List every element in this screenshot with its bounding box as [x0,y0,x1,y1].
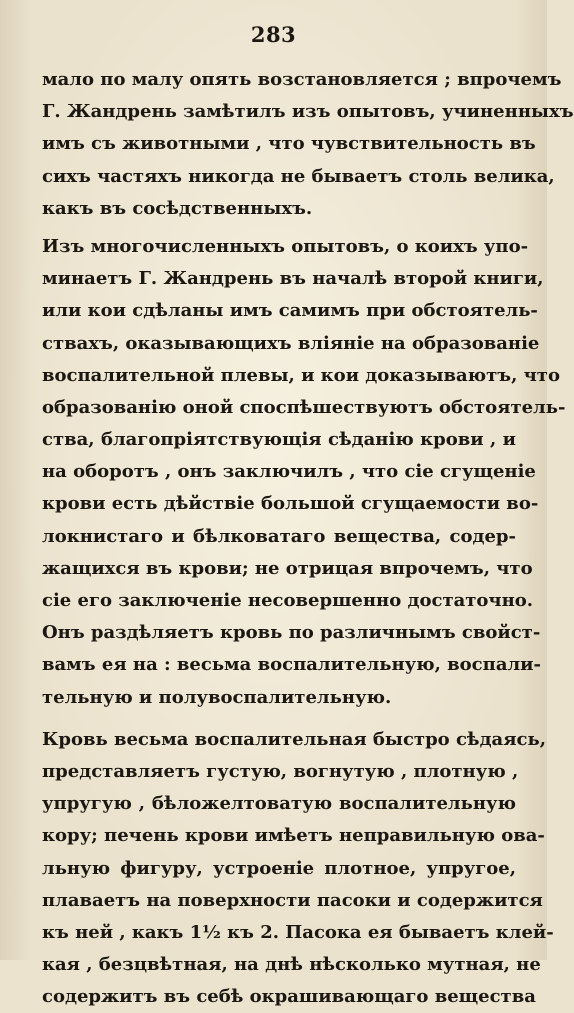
text-line: Г. Жандрень замѣтилъ изъ опытовъ, учиненныхъ [42,101,574,123]
text-line: или кои сдѣланы имъ самимъ при обстоятель- [42,300,538,322]
text-line: Онъ раздѣляетъ кровь по различнымъ свойст- [42,622,541,644]
page-number: 283 [250,22,297,47]
text-line: жащихся въ крови; не отрицая впрочемъ, что [42,557,533,579]
text-line: льную фигуру, устроеніе плотное, упругое, [42,857,516,879]
text-line: ствахъ, оказывающихъ вліяніе на образованіе [42,332,540,354]
text-line: упругую , бѣложелтоватую воспалительную [42,793,516,815]
text-line: кору; печень крови имѣетъ неправильную ова- [42,825,545,847]
text-line: ства, благопріятствующія сѣданію крови , и [42,429,516,451]
text-line: вамъ ея на : весьма воспалительную, воспали- [42,654,541,676]
text-line: къ ней , какъ 1½ къ 2. Пасока ея бываетъ клей- [42,921,554,943]
text-line: минаетъ Г. Жандрень въ началѣ второй книги, [42,268,544,290]
text-line: имъ съ животными , что чувствительность въ [42,133,536,155]
text-line: Изъ многочисленныхъ опытовъ, о коихъ упо- [42,235,529,257]
text-line: на оборотъ , онъ заключилъ , что сіе сгущеніе [42,461,536,483]
body-text [42,64,574,1013]
text-line: воспалительной плевы, и кои доказываютъ, что [42,364,560,386]
text-line: какъ въ сосѣдственныхъ. [42,197,313,219]
text-line: тельную и полувоспалительную. [42,686,392,708]
text-line: плаваетъ на поверхности пасоки и содержится [42,889,543,911]
text-line: сихъ частяхъ никогда не бываетъ столь велика, [42,165,555,187]
text-line: сіе его заключеніе несовершенно достаточно. [42,590,534,611]
text-line: представляетъ густую, вогнутую , плотную , [42,760,519,782]
text-line: кая , безцвѣтная, на днѣ нѣсколько мутная, не [42,954,541,976]
text-line: образованію оной споспѣшествуютъ обстоятель- [42,396,566,418]
text-line: содержитъ въ себѣ окрашивающаго вещества [42,986,536,1008]
text-line: крови есть дѣйствіе большой сгущаемости во- [42,493,539,515]
text-line: мало по малу опять возстановляется ; впрочемъ [42,69,562,90]
text-line: локнистаго и бѣлковатаго вещества, содер- [42,525,516,547]
text-line: Кровь весьма воспалительная быстро сѣдаясь, [42,728,546,750]
